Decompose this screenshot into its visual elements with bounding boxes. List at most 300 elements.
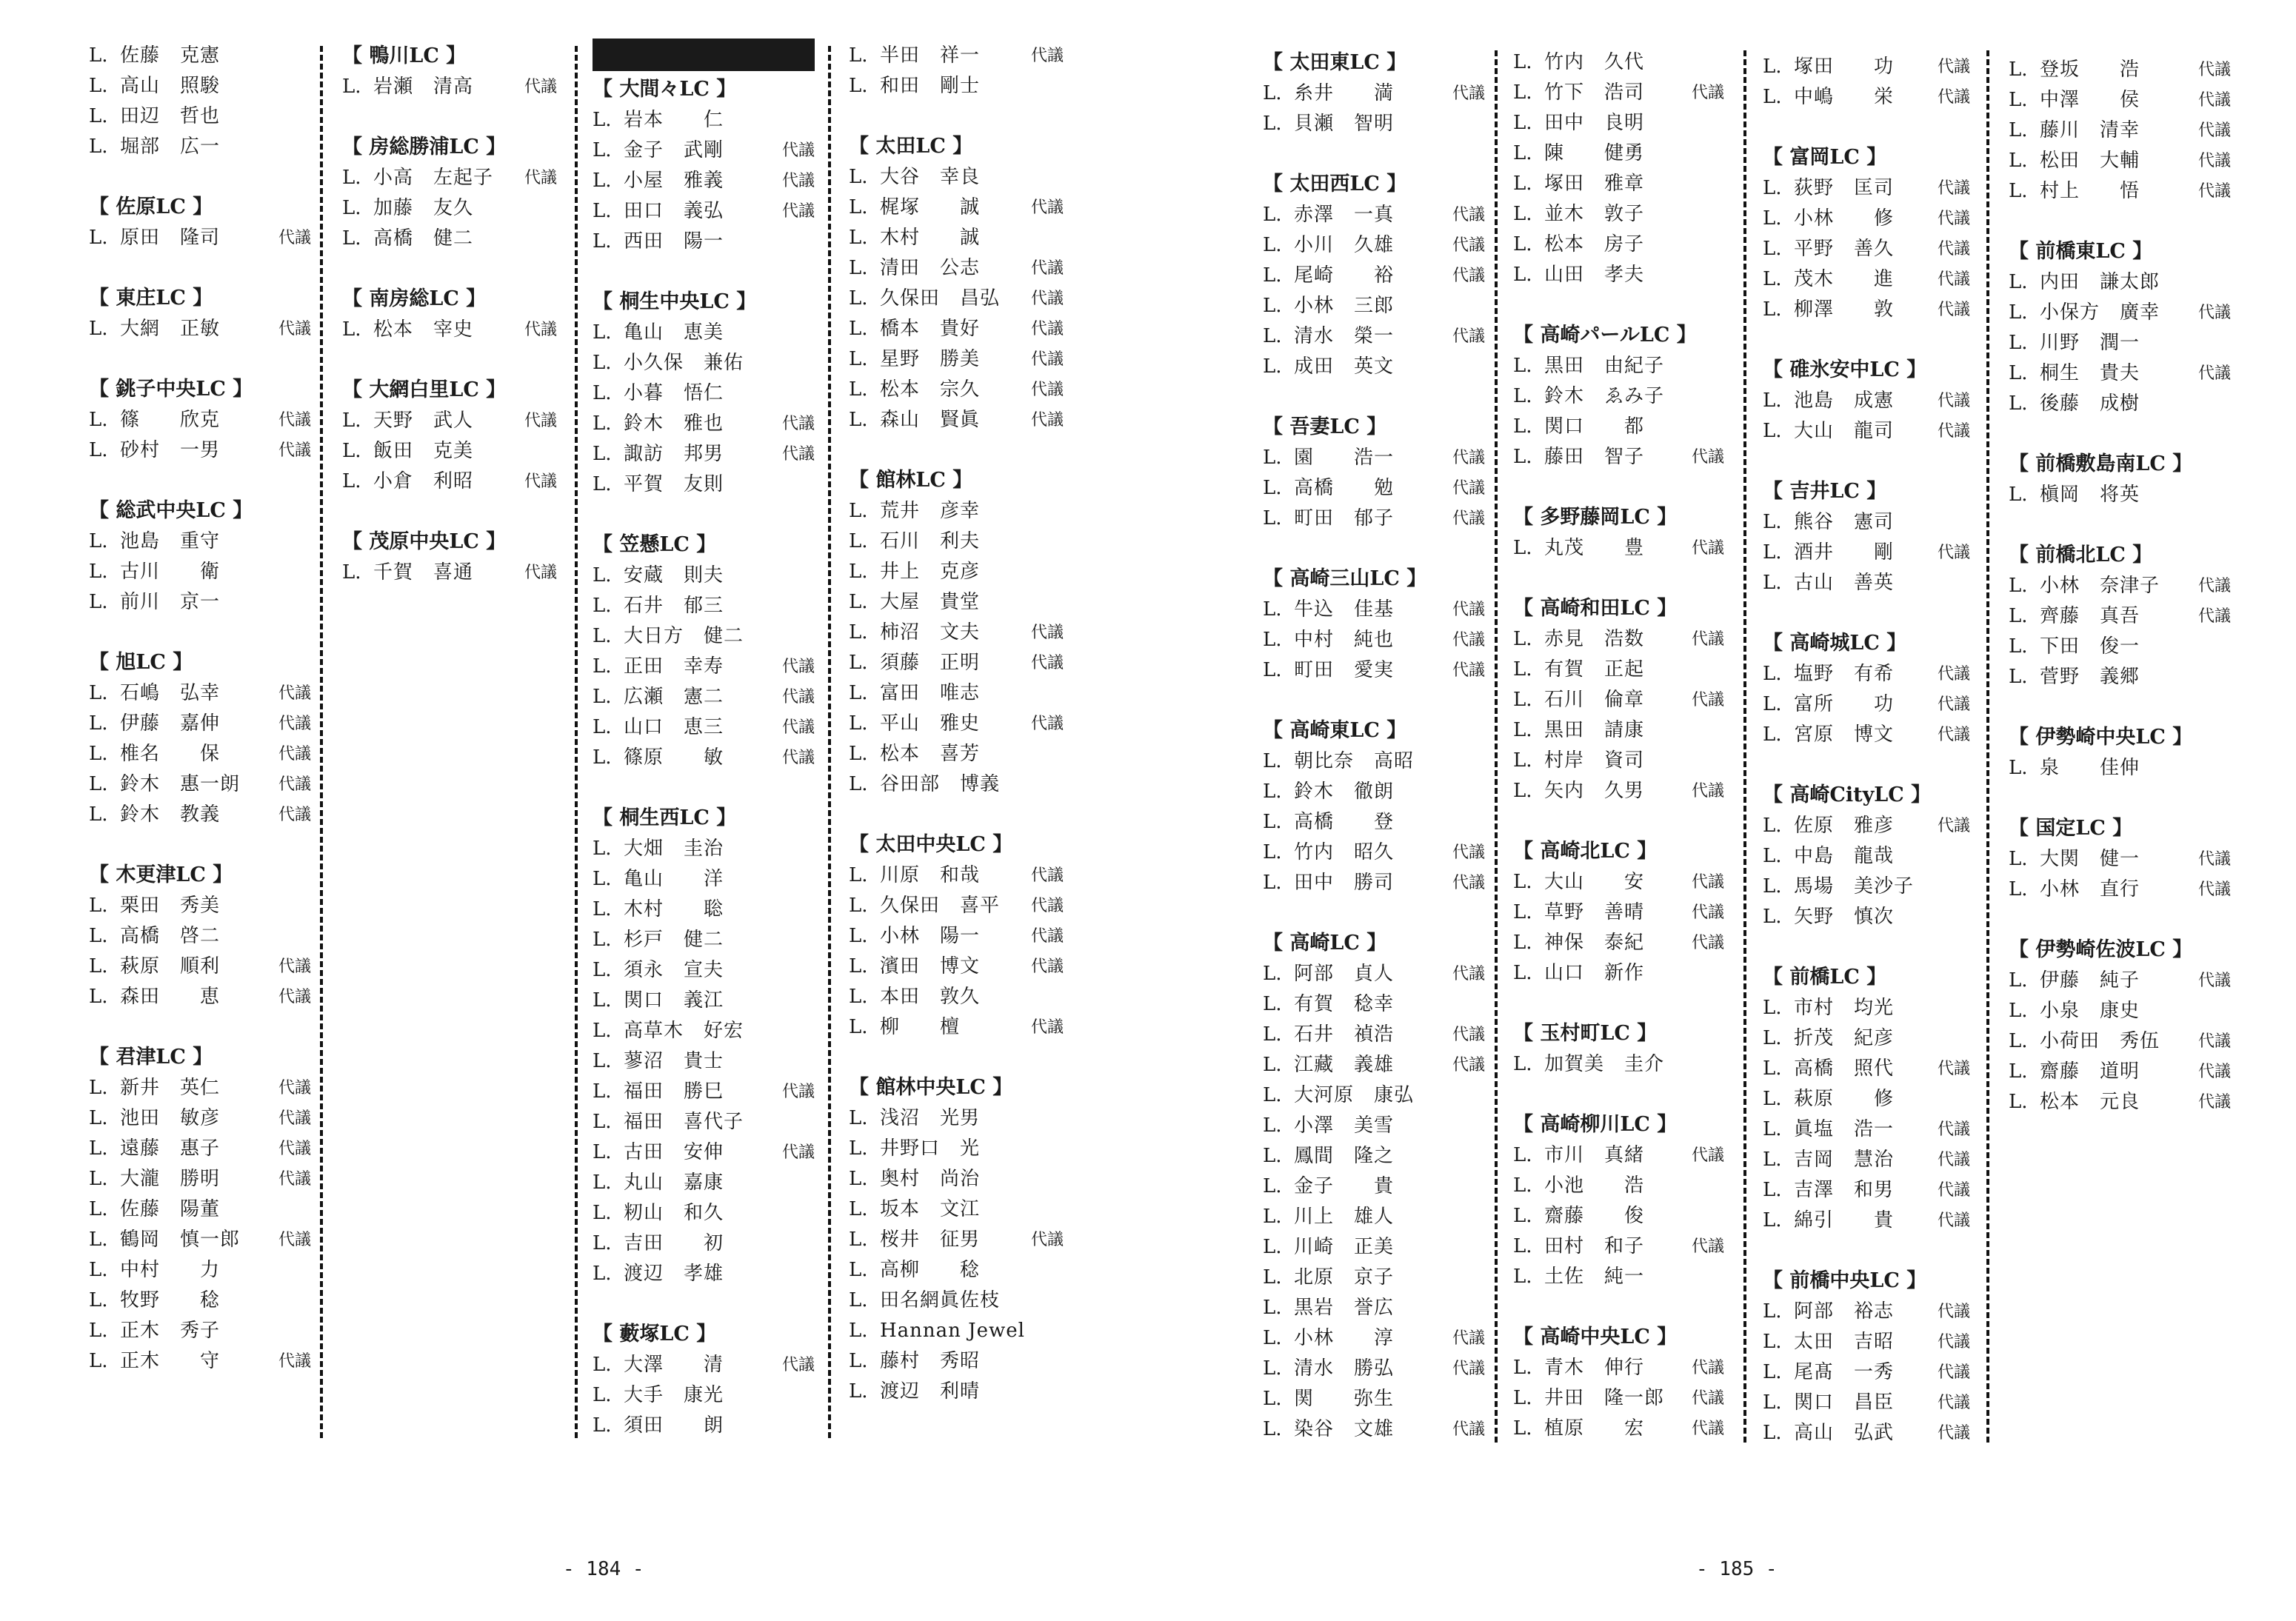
member-name: 小林 三郎	[1294, 295, 1395, 317]
member-name: 塩野 有希	[1794, 663, 1895, 685]
member-name: 矢野 慎次	[1794, 906, 1895, 928]
member-prefix: L.	[849, 257, 868, 279]
member-name: 平賀 友則	[624, 473, 724, 495]
member-prefix: L.	[593, 625, 612, 647]
member-row	[89, 1255, 311, 1286]
member-prefix: L.	[1263, 1266, 1282, 1289]
member-name: 藤田 智子	[1544, 446, 1645, 468]
member-row	[593, 561, 815, 591]
member-prefix: L.	[89, 591, 108, 613]
member-name: 村岸 資司	[1544, 749, 1645, 772]
member-role: 代議	[1452, 236, 1485, 255]
club-block	[1763, 355, 1970, 447]
club-title: 【 南房総LC 】	[342, 287, 487, 310]
club-block	[1763, 476, 1970, 598]
member-name: 山口 新作	[1544, 962, 1645, 984]
member-role: 代議	[1937, 1424, 1970, 1443]
member-row	[1263, 807, 1485, 838]
member-row	[849, 1286, 1064, 1316]
club-block	[593, 1319, 815, 1441]
member-name: 亀山 洋	[624, 868, 724, 890]
member-prefix: L.	[2009, 878, 2028, 900]
member-row	[2009, 1026, 2231, 1057]
member-prefix: L.	[1263, 841, 1282, 863]
club-block	[1763, 780, 1970, 932]
member-prefix: L.	[89, 530, 108, 552]
member-row	[1513, 1049, 1724, 1080]
member-name: 濱田 博文	[880, 955, 981, 977]
member-row	[1263, 443, 1485, 473]
member-role: 代議	[2197, 152, 2231, 170]
club-block	[342, 527, 557, 588]
member-prefix: L.	[849, 1289, 868, 1311]
member-row	[1763, 386, 1970, 416]
member-name: 川崎 正美	[1294, 1236, 1395, 1258]
club-block	[1763, 628, 1970, 750]
member-row	[1513, 138, 1724, 169]
member-row	[849, 739, 1064, 769]
member-name: 小荷田 秀伍	[2040, 1030, 2160, 1052]
member-row	[89, 1103, 311, 1134]
member-name: 小泉 康史	[2040, 1000, 2140, 1022]
member-prefix: L.	[1513, 749, 1532, 772]
member-name: 鈴木 徹朗	[1294, 781, 1395, 803]
member-name: 荻野 匡司	[1794, 177, 1895, 199]
member-row	[1513, 867, 1724, 898]
member-row	[1263, 1202, 1485, 1232]
member-name: 鈴木 雅也	[624, 412, 724, 435]
member-prefix: L.	[1763, 207, 1782, 230]
member-name: 牧野 稔	[120, 1289, 221, 1311]
member-name: 川上 雄人	[1294, 1206, 1395, 1228]
member-role: 代議	[1452, 1056, 1485, 1074]
member-row	[342, 163, 557, 193]
member-row	[2009, 176, 2231, 207]
member-row	[1763, 1145, 1970, 1175]
member-row	[1263, 1020, 1485, 1050]
member-name: 大手 康光	[624, 1384, 724, 1406]
club-title: 【 房総勝浦LC 】	[342, 136, 507, 158]
member-name: 市川 真緒	[1544, 1144, 1645, 1166]
club-block	[89, 192, 311, 253]
member-row	[1263, 321, 1485, 352]
member-name: 小屋 雅義	[624, 170, 724, 192]
member-row	[1513, 655, 1724, 685]
member-row	[89, 769, 311, 800]
column	[1763, 52, 1970, 1478]
member-prefix: L.	[89, 712, 108, 735]
member-prefix: L.	[1763, 1179, 1782, 1201]
member-prefix: L.	[849, 712, 868, 735]
club-block	[89, 283, 311, 344]
member-role: 代議	[1937, 544, 1970, 562]
club-block	[1763, 1266, 1970, 1448]
member-row	[89, 557, 311, 587]
member-prefix: L.	[849, 287, 868, 310]
member-name: 須永 宣夫	[624, 959, 724, 981]
member-prefix: L.	[1513, 1357, 1532, 1379]
member-row	[1263, 261, 1485, 291]
member-role: 代議	[1937, 88, 1970, 107]
member-name: 小林 奈津子	[2040, 575, 2160, 597]
member-name: 蓼沼 貴士	[624, 1050, 724, 1072]
member-name: 下田 俊一	[2040, 635, 2140, 658]
member-row	[1513, 78, 1724, 108]
club-title: 【 笠懸LC 】	[593, 533, 717, 556]
member-name: 関口 都	[1544, 415, 1645, 438]
club-block	[1513, 502, 1724, 564]
member-name: 井上 克彦	[880, 561, 981, 583]
member-prefix: L.	[849, 227, 868, 249]
club-block	[1263, 169, 1485, 382]
member-row	[1513, 898, 1724, 928]
member-prefix: L.	[1763, 1361, 1782, 1383]
member-name: 須田 朗	[624, 1414, 724, 1437]
member-row	[1513, 533, 1724, 564]
club-title: 【 鴨川LC 】	[342, 44, 467, 67]
club-block	[2009, 236, 2231, 419]
member-name: 大谷 幸良	[880, 166, 981, 188]
club-block	[342, 375, 557, 497]
member-name: 大日方 健二	[624, 625, 744, 647]
member-name: 石川 利夫	[880, 530, 981, 552]
member-role: 代議	[1937, 422, 1970, 441]
member-row	[89, 314, 311, 344]
member-role: 代議	[524, 169, 557, 187]
member-name: 宮原 博文	[1794, 723, 1895, 746]
member-prefix: L.	[849, 1350, 868, 1372]
member-name: 松本 宗久	[880, 378, 981, 401]
member-role: 代議	[2197, 182, 2231, 201]
member-prefix: L.	[1763, 1209, 1782, 1231]
club-title: 【 高崎東LC 】	[1263, 719, 1407, 742]
club-block	[593, 529, 815, 773]
member-row	[1263, 959, 1485, 989]
member-row	[593, 712, 815, 743]
column	[593, 39, 815, 1471]
member-name: 小高 左起子	[373, 167, 494, 189]
member-prefix: L.	[89, 318, 108, 340]
club-title: 【 太田西LC 】	[1263, 173, 1407, 195]
member-role: 代議	[1452, 1026, 1485, 1044]
member-role: 代議	[781, 688, 815, 706]
club-block	[1513, 47, 1724, 290]
member-prefix: L.	[1513, 1053, 1532, 1075]
member-prefix: L.	[849, 1107, 868, 1129]
member-name: 太田 吉昭	[1794, 1331, 1895, 1353]
club-title: 【 銚子中央LC 】	[89, 378, 253, 401]
member-name: 飯田 克美	[373, 440, 474, 462]
member-prefix: L.	[849, 986, 868, 1008]
member-role: 代議	[1937, 726, 1970, 744]
member-name: 綿引 貴	[1794, 1209, 1895, 1231]
member-name: 吉澤 和男	[1794, 1179, 1895, 1201]
club-title: 【 太田LC 】	[849, 135, 973, 158]
member-prefix: L.	[1763, 420, 1782, 442]
member-name: 中嶋 栄	[1794, 86, 1895, 108]
member-row	[1513, 715, 1724, 746]
member-name: 和田 剛士	[880, 75, 981, 97]
member-row	[1263, 1354, 1485, 1384]
member-row	[89, 405, 311, 435]
member-role: 代議	[1030, 927, 1064, 946]
member-role: 代議	[278, 1352, 311, 1371]
member-role: 代議	[2197, 972, 2231, 990]
member-prefix: L.	[1513, 142, 1532, 164]
member-name: 園 浩一	[1294, 447, 1395, 469]
member-prefix: L.	[1513, 689, 1532, 711]
member-prefix: L.	[89, 803, 108, 826]
member-name: 松本 房子	[1544, 233, 1645, 255]
member-prefix: L.	[89, 44, 108, 67]
member-name: 篠原 敏	[624, 746, 724, 769]
member-prefix: L.	[1263, 477, 1282, 499]
member-row	[593, 864, 815, 895]
member-prefix: L.	[2009, 848, 2028, 870]
member-prefix: L.	[849, 1137, 868, 1160]
member-name: 草野 善晴	[1544, 901, 1645, 923]
member-row	[89, 982, 311, 1012]
member-prefix: L.	[1513, 537, 1532, 559]
club-title: 【 館林中央LC 】	[849, 1076, 1013, 1099]
club-block	[1513, 1018, 1724, 1080]
member-role: 代議	[1937, 392, 1970, 410]
member-name: 古山 善英	[1794, 572, 1895, 594]
member-row	[89, 41, 311, 71]
member-row	[849, 41, 1064, 71]
member-prefix: L.	[849, 166, 868, 188]
member-prefix: L.	[1263, 1023, 1282, 1046]
member-row	[593, 166, 815, 196]
club-block	[89, 495, 311, 618]
member-name: 塚田 功	[1794, 56, 1895, 78]
member-row	[342, 315, 557, 345]
member-prefix: L.	[1263, 1054, 1282, 1076]
club-block	[2009, 449, 2231, 510]
member-role: 代議	[1452, 1329, 1485, 1348]
page-number: - 184 -	[563, 1558, 644, 1580]
member-name: 正木 秀子	[120, 1320, 221, 1342]
club-block	[593, 74, 815, 257]
member-role: 代議	[1691, 873, 1724, 892]
member-name: 砂村 一男	[120, 439, 221, 461]
member-name: 吉岡 慧治	[1794, 1149, 1895, 1171]
member-row	[593, 348, 815, 378]
member-name: 糸井 満	[1294, 82, 1395, 104]
member-prefix: L.	[849, 75, 868, 97]
member-role: 代議	[1691, 691, 1724, 709]
member-role: 代議	[1452, 661, 1485, 680]
club-title: 【 太田中央LC 】	[849, 833, 1013, 856]
member-role: 代議	[2197, 1093, 2231, 1112]
member-row	[2009, 844, 2231, 875]
member-role: 代議	[1691, 84, 1724, 102]
member-role: 代議	[1030, 715, 1064, 733]
member-role: 代議	[781, 749, 815, 767]
member-prefix: L.	[89, 1137, 108, 1160]
club-title: 【 玉村町LC 】	[1513, 1022, 1658, 1045]
member-prefix: L.	[89, 105, 108, 127]
member-row	[1263, 1172, 1485, 1202]
member-row	[593, 318, 815, 348]
member-row	[1263, 291, 1485, 321]
member-name: 槇岡 将英	[2040, 484, 2140, 506]
club-block	[342, 284, 557, 345]
member-row	[2009, 85, 2231, 116]
member-prefix: L.	[593, 443, 612, 465]
member-prefix: L.	[1263, 1388, 1282, 1410]
member-prefix: L.	[1263, 1297, 1282, 1319]
member-name: 西田 陽一	[624, 230, 724, 253]
club-block	[1263, 715, 1485, 898]
member-role: 代議	[278, 957, 311, 976]
member-row	[593, 409, 815, 439]
member-prefix: L.	[89, 1198, 108, 1220]
member-row	[89, 891, 311, 921]
member-prefix: L.	[1763, 1149, 1782, 1171]
member-name: 茂木 進	[1794, 268, 1895, 290]
member-name: 川野 潤一	[2040, 332, 2140, 354]
member-role: 代議	[781, 718, 815, 737]
member-prefix: L.	[2009, 89, 2028, 111]
column-divider	[1495, 50, 1498, 1443]
club-title: 【 木更津LC 】	[89, 863, 233, 886]
member-prefix: L.	[2009, 1000, 2028, 1022]
member-role: 代議	[1452, 965, 1485, 983]
member-name: 諏訪 邦男	[624, 443, 724, 465]
member-name: 阿部 貞人	[1294, 963, 1395, 985]
member-name: 高橋 登	[1294, 811, 1395, 833]
club-block	[1263, 412, 1485, 534]
member-role: 代議	[1030, 897, 1064, 915]
member-row	[593, 986, 815, 1016]
member-role: 代議	[278, 684, 311, 703]
member-role: 代議	[1691, 1359, 1724, 1377]
member-prefix: L.	[1263, 355, 1282, 378]
member-prefix: L.	[89, 743, 108, 765]
member-name: 久保田 喜平	[880, 895, 1001, 917]
member-prefix: L.	[593, 959, 612, 981]
member-role: 代議	[1030, 1018, 1064, 1037]
member-role: 代議	[781, 1083, 815, 1101]
member-prefix: L.	[1263, 447, 1282, 469]
member-name: 柿沼 文夫	[880, 621, 981, 644]
member-row	[849, 952, 1064, 982]
member-name: 陳 健勇	[1544, 142, 1645, 164]
member-name: 小澤 美雪	[1294, 1114, 1395, 1137]
member-row	[2009, 1087, 2231, 1117]
club-title: 【 館林LC 】	[849, 469, 973, 492]
member-row	[593, 621, 815, 652]
member-prefix: L.	[1763, 238, 1782, 260]
member-row	[593, 1350, 815, 1380]
member-role: 代議	[278, 441, 311, 460]
member-row	[2009, 146, 2231, 176]
member-row	[849, 1346, 1064, 1377]
member-row	[2009, 480, 2231, 510]
club-title: 【 伊勢崎佐波LC 】	[2009, 938, 2193, 961]
member-name: 池島 成憲	[1794, 390, 1895, 412]
member-row	[1263, 109, 1485, 139]
member-role: 代議	[1937, 695, 1970, 714]
member-row	[849, 709, 1064, 739]
member-row	[1263, 1050, 1485, 1080]
member-role: 代議	[524, 78, 557, 96]
member-row	[1763, 295, 1970, 325]
member-role: 代議	[1452, 1360, 1485, 1378]
club-block	[2009, 813, 2231, 905]
member-name: 大関 健一	[2040, 848, 2140, 870]
member-prefix: L.	[1263, 507, 1282, 529]
member-role: 代議	[1691, 539, 1724, 558]
member-row	[1513, 1414, 1724, 1444]
club-title: 【 君津LC 】	[89, 1046, 213, 1069]
member-name: 高橋 勉	[1294, 477, 1395, 499]
member-prefix: L.	[593, 412, 612, 435]
member-row	[89, 435, 311, 466]
member-prefix: L.	[1513, 1174, 1532, 1197]
club-title: 【 前橋北LC 】	[2009, 544, 2153, 566]
member-prefix: L.	[89, 1289, 108, 1311]
member-row	[89, 1346, 311, 1377]
member-name: 北原 京子	[1294, 1266, 1395, 1289]
member-prefix: L.	[1263, 1327, 1282, 1349]
member-row	[849, 982, 1064, 1012]
member-prefix: L.	[342, 561, 361, 584]
member-prefix: L.	[593, 868, 612, 890]
member-role: 代議	[2197, 880, 2231, 899]
member-role: 代議	[1030, 320, 1064, 338]
member-name: 大山 安	[1544, 871, 1645, 893]
member-row	[2009, 267, 2231, 298]
member-prefix: L.	[1763, 723, 1782, 746]
member-prefix: L.	[1513, 446, 1532, 468]
member-row	[849, 891, 1064, 921]
member-name: 小久保 兼佑	[624, 352, 744, 374]
member-prefix: L.	[593, 898, 612, 920]
column-divider	[575, 46, 578, 1438]
member-row	[89, 739, 311, 769]
member-name: 阿部 裕志	[1794, 1300, 1895, 1323]
member-row	[89, 1164, 311, 1194]
member-row	[1263, 1414, 1485, 1445]
member-prefix: L.	[849, 955, 868, 977]
column	[1513, 47, 1724, 1474]
member-role: 代議	[1691, 630, 1724, 649]
member-row	[1513, 1201, 1724, 1231]
club-block	[1763, 52, 1970, 113]
member-prefix: L.	[1263, 963, 1282, 985]
member-name: 江藏 義雄	[1294, 1054, 1395, 1076]
member-name: 田口 義弘	[624, 200, 724, 222]
member-prefix: L.	[1763, 1391, 1782, 1414]
member-prefix: L.	[342, 167, 361, 189]
club-block	[1513, 1109, 1724, 1292]
member-name: 岩本 仁	[624, 109, 724, 131]
club-block	[1763, 142, 1970, 325]
member-name: 佐原 雅彦	[1794, 815, 1895, 837]
member-role: 代議	[1691, 1389, 1724, 1408]
member-name: 鈴木 ゑみ子	[1544, 385, 1665, 407]
member-row	[849, 1194, 1064, 1225]
club-title: 【 高崎CityLC 】	[1763, 783, 1932, 806]
member-prefix: L.	[1763, 511, 1782, 533]
member-row	[2009, 601, 2231, 632]
club-title: 【 多野藤岡LC 】	[1513, 506, 1678, 529]
member-prefix: L.	[2009, 1060, 2028, 1083]
member-prefix: L.	[1763, 693, 1782, 715]
member-prefix: L.	[342, 440, 361, 462]
